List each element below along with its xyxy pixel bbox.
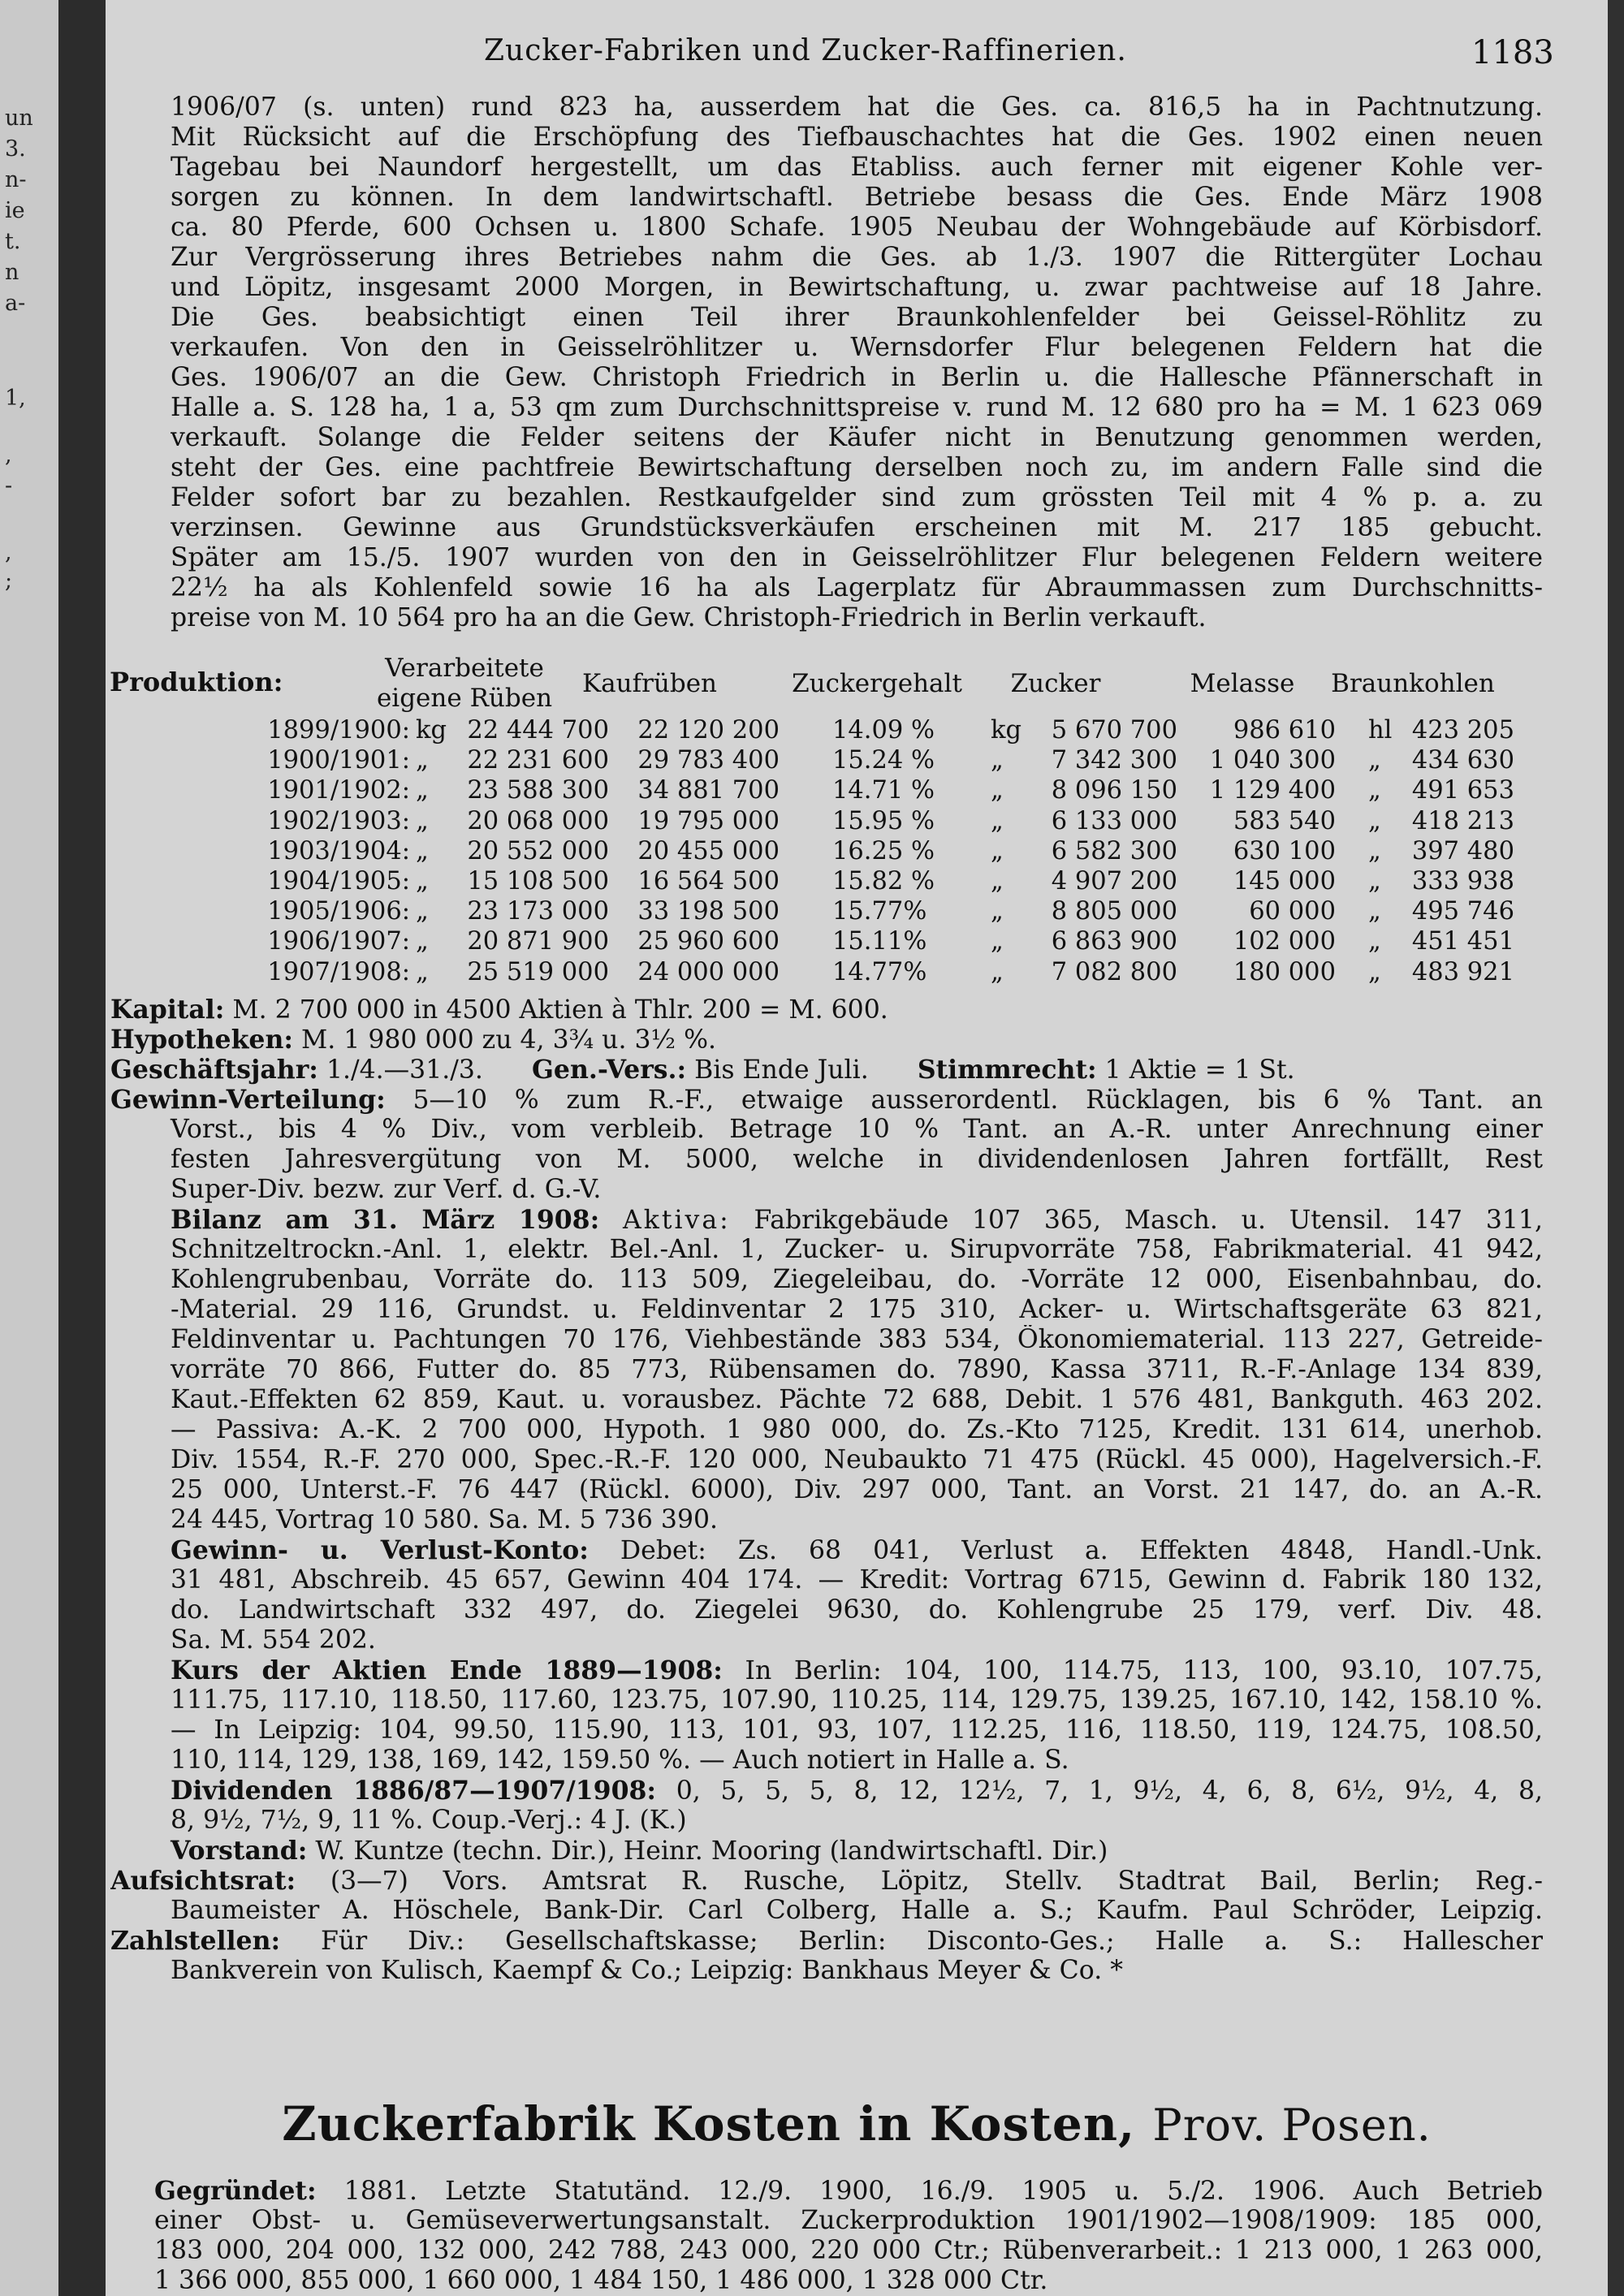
text-line: verkauft. Solange die Felder seitens der Käufer nicht in Benutzung genommen werden, [171, 423, 1543, 452]
own-beets-cell: 20 871 900 [467, 927, 609, 956]
own-beets-cell: 22 231 600 [467, 746, 609, 775]
entry-title-location: Prov. Posen. [1152, 2100, 1432, 2151]
unit-cell: „ [1368, 897, 1381, 926]
kurs-label: Kurs der Aktien Ende 1889—1908: [171, 1655, 723, 1685]
vorstand-text: W. Kuntze (techn. Dir.), Heinr. Mooring (landwirtschaftl. Dir.) [315, 1836, 1108, 1866]
dividenden-line [110, 1776, 1543, 1806]
coal-cell: 483 921 [1411, 957, 1514, 986]
bought-beets-cell: 19 795 000 [637, 806, 780, 835]
sugar-cell: 4 907 200 [1051, 867, 1177, 896]
gv-label: Gewinn-Verteilung: [110, 1085, 386, 1115]
kapital-label: Kapital: [110, 995, 225, 1025]
molasses-cell: 986 610 [1233, 716, 1336, 744]
fragment-text: ie [5, 198, 25, 223]
book-spine-shadow [58, 0, 106, 2296]
unit-cell: „ [1368, 746, 1381, 775]
text-line: — In Leipzig: 104, 99.50, 115.90, 113, 101, 93, 107, 112.25, 116, 118.50, 119, 124.75, 108.50, [171, 1716, 1543, 1745]
unit-cell: „ [1368, 776, 1381, 805]
unit-cell: „ [1368, 957, 1381, 986]
molasses-cell: 145 000 [1233, 867, 1336, 896]
zahlstellen-label: Zahlstellen: [110, 1926, 281, 1956]
text-line: Feldinventar u. Pachtungen 70 176, Viehbestände 383 534, Ökonomiematerial. 113 227, Getreide- [171, 1325, 1543, 1354]
sugar-content-cell: 15.82 % [832, 867, 935, 896]
bought-beets-cell: 25 960 600 [637, 927, 780, 956]
col-header-sugar: Zucker [1010, 669, 1101, 698]
unit-cell: „ [991, 746, 1004, 775]
gewinn-verteilung-line [110, 1085, 1543, 1115]
year-cell: 1902/1903: [267, 806, 410, 835]
text-line: 24 445, Vortrag 10 580. Sa. M. 5 736 390. [171, 1505, 719, 1534]
unit-cell: „ [991, 776, 1004, 805]
guv-text: Debet: Zs. 68 041, Verlust a. Effekten 4848, Handl.-Unk. [620, 1536, 1543, 1565]
fragment-text: ; [5, 568, 13, 593]
text-line: Kaut.-Effekten 62 859, Kaut. u. vorausbez. Pächte 72 688, Debit. 1 576 481, Bankguth. 463 202. [171, 1385, 1543, 1414]
sugar-cell: 5 670 700 [1051, 716, 1177, 744]
text-line: festen Jahresvergütung von M. 5000, welche in dividendenlosen Jahren fortfällt, Rest [171, 1145, 1543, 1174]
guv-line [110, 1535, 1543, 1565]
text-line: und Löpitz, insgesamt 2000 Morgen, in Bewirtschaftung, u. zwar pachtweise auf 18 Jahre. [171, 273, 1543, 302]
text-line: 22½ ha als Kohlenfeld sowie 16 ha als Lagerplatz für Abraummassen zum Durchschnitts- [171, 573, 1543, 602]
year-cell: 1903/1904: [267, 836, 410, 865]
col-header-content: Zuckergehalt [792, 669, 962, 698]
unit-cell: „ [991, 867, 1004, 896]
next-entry-text [154, 2176, 1543, 2296]
text-line: Baumeister A. Höschele, Bank-Dir. Carl Colberg, Halle a. S.; Kaufm. Paul Schröder, Leipzig. [171, 1896, 1543, 1925]
text-line: Felder sofort bar zu bezahlen. Restkaufgelder sind zum grössten Teil mit 4 % p. a. zu [171, 483, 1543, 512]
text-line: — Passiva: A.-K. 2 700 000, Hypoth. 1 980 000, do. Zs.-Kto 7125, Kredit. 131 614, unerhob. [171, 1415, 1543, 1444]
page-number: 1183 [1471, 34, 1554, 71]
text-line: Schnitzeltrockn.-Anl. 1, elektr. Bel.-Anl. 1, Zucker- u. Sirupvorräte 758, Fabrikmaterial. 41 942, [171, 1235, 1543, 1264]
gegruendet-label: Gegründet: [154, 2176, 317, 2206]
sugar-cell: 6 133 000 [1051, 806, 1177, 835]
unit-cell: „ [1368, 867, 1381, 896]
kurs-text: In Berlin: 104, 100, 114.75, 113, 100, 93.10, 107.75, [745, 1656, 1543, 1685]
text-line: Die Ges. beabsichtigt einen Teil ihrer Braunkohlenfelder bei Geissel-Röhlitz zu [171, 303, 1543, 332]
page-edge-shadow [1608, 0, 1624, 2296]
gj-label: Geschäftsjahr: [110, 1055, 318, 1085]
sugar-cell: 7 082 800 [1051, 957, 1177, 986]
sugar-cell: 6 863 900 [1051, 927, 1177, 956]
text-line: ca. 80 Pferde, 600 Ochsen u. 1800 Schafe. 1905 Neubau der Wohngebäude auf Körbisdorf. [171, 213, 1543, 242]
running-title: Zucker-Fabriken und Zucker-Raffinerien. [484, 34, 1127, 67]
hypotheken-text: M. 1 980 000 zu 4, 3¾ u. 3½ %. [301, 1025, 717, 1055]
sugar-content-cell: 14.77% [832, 957, 927, 986]
text-line: Vorst., bis 4 % Div., vom verbleib. Betrage 10 % Tant. an A.-R. unter Anrechnung einer [171, 1115, 1543, 1144]
bought-beets-cell: 24 000 000 [637, 957, 780, 986]
text-line: verkaufen. Von den in Geisselröhlitzer u. Wernsdorfer Flur belegenen Feldern hat die [171, 333, 1543, 362]
document-page [106, 0, 1608, 2296]
text-line: 111.75, 117.10, 118.50, 117.60, 123.75, 107.90, 110.25, 114, 129.75, 139.25, 167.10, 142, 158.10 %. [171, 1685, 1543, 1715]
kurs-line [110, 1655, 1543, 1685]
coal-cell: 451 451 [1411, 927, 1514, 956]
molasses-cell: 180 000 [1233, 957, 1336, 986]
coal-cell: 333 938 [1411, 867, 1514, 896]
sugar-content-cell: 14.71 % [832, 776, 935, 805]
fragment-text: n [5, 260, 19, 285]
year-cell: 1901/1902: [267, 776, 410, 805]
gegruendet-text: 1881. Letzte Statutänd. 12./9. 1900, 16./9. 1905 u. 5./2. 1906. Auch Betrieb [343, 2177, 1543, 2206]
stimmrecht-label: Stimmrecht: [917, 1055, 1097, 1085]
sugar-content-cell: 15.24 % [832, 746, 935, 775]
sugar-cell: 8 096 150 [1051, 776, 1177, 805]
bilanz-line [110, 1205, 1543, 1235]
bilanz-label: Bilanz am 31. März 1908: [171, 1205, 600, 1235]
text-line: 183 000, 204 000, 132 000, 242 788, 243 000, 220 000 Ctr.; Rübenverarbeit.: 1 213 000, 1 263 000, [154, 2236, 1543, 2265]
sugar-content-cell: 15.11% [832, 927, 927, 956]
coal-cell: 397 480 [1411, 836, 1514, 865]
text-line: vorräte 70 866, Futter do. 85 773, Rübensamen do. 7890, Kassa 3711, R.-F.-Anlage 134 839, [171, 1355, 1543, 1384]
text-line: Tagebau bei Naundorf hergestellt, um das Etabliss. auch ferner mit eigener Kohle ver- [171, 153, 1543, 182]
year-cell: 1900/1901: [267, 746, 410, 775]
text-line: 1 366 000, 855 000, 1 660 000, 1 484 150, 1 486 000, 1 328 000 Ctr. [154, 2266, 1048, 2295]
guv-label: Gewinn- u. Verlust-Konto: [171, 1535, 589, 1565]
text-line: Super-Div. bezw. zur Verf. d. G.-V. [171, 1175, 602, 1204]
text-line: Sa. M. 554 202. [171, 1625, 376, 1655]
fragment-text: 1, [5, 386, 26, 411]
bought-beets-cell: 29 783 400 [637, 746, 780, 775]
vorstand-label: Vorstand: [171, 1836, 308, 1866]
aufsichtsrat-line [110, 1866, 1543, 1896]
fragment-text: un [5, 106, 33, 131]
hypotheken-line [110, 1025, 1543, 1055]
text-line: Div. 1554, R.-F. 270 000, Spec.-R.-F. 120 000, Neubaukto 71 475 (Rückl. 45 000), Hagelversich.-F. [171, 1445, 1543, 1474]
own-beets-cell: 23 588 300 [467, 776, 609, 805]
unit-cell: „ [416, 746, 429, 775]
unit-cell: „ [1368, 806, 1381, 835]
text-line: sorgen zu können. In dem landwirtschaftl. Betriebe besass die Ges. Ende März 1908 [171, 183, 1543, 212]
unit-cell: kg [416, 716, 447, 744]
unit-cell: „ [1368, 836, 1381, 865]
sugar-content-cell: 15.77% [832, 897, 927, 926]
unit-cell: „ [991, 897, 1004, 926]
text-line: do. Landwirtschaft 332 497, do. Ziegelei 9630, do. Kohlengrube 25 179, verf. Div. 48. [171, 1595, 1543, 1625]
coal-cell: 491 653 [1411, 776, 1514, 805]
adjacent-page-fragment [0, 0, 58, 2296]
own-beets-cell: 20 068 000 [467, 806, 609, 835]
sugar-content-cell: 14.09 % [832, 716, 935, 744]
text-line: einer Obst- u. Gemüseverwertungsanstalt. Zuckerproduktion 1901/1902—1908/1909: 185 000, [154, 2206, 1543, 2235]
unit-cell: „ [416, 776, 429, 805]
entry-title [106, 2096, 1608, 2151]
col-header-own-1: Verarbeitete [385, 654, 544, 683]
year-cell: 1907/1908: [267, 957, 410, 986]
gegruendet-line [154, 2176, 1543, 2206]
text-line: 110, 114, 129, 138, 169, 142, 159.50 %. — Auch notiert in Halle a. S. [171, 1746, 1069, 1775]
sugar-cell: 6 582 300 [1051, 836, 1177, 865]
aktiva-label: Aktiva: [622, 1206, 731, 1235]
unit-cell: „ [416, 836, 429, 865]
bought-beets-cell: 20 455 000 [637, 836, 780, 865]
fragment-text: a- [5, 291, 26, 316]
molasses-cell: 60 000 [1249, 897, 1336, 926]
bought-beets-cell: 33 198 500 [637, 897, 780, 926]
unit-cell: „ [416, 867, 429, 896]
aufsichtsrat-text: (3—7) Vors. Amtsrat R. Rusche, Löpitz, Stellv. Stadtrat Bail, Berlin; Reg.- [330, 1867, 1543, 1896]
bilanz-text: Fabrikgebäude 107 365, Masch. u. Utensil. 147 311, [754, 1206, 1543, 1235]
coal-cell: 434 630 [1411, 746, 1514, 775]
year-cell: 1905/1906: [267, 897, 410, 926]
text-line: steht der Ges. eine pachtfreie Bewirtschaftung derselben noch zu, im andern Falle sind die [171, 453, 1543, 482]
unit-cell: „ [416, 806, 429, 835]
text-line: 25 000, Unterst.-F. 76 447 (Rückl. 6000), Div. 297 000, Tant. an Vorst. 21 147, do. an A.-R. [171, 1475, 1543, 1504]
unit-cell: „ [1368, 927, 1381, 956]
genvers-text: Bis Ende Juli. [694, 1055, 869, 1085]
molasses-cell: 1 040 300 [1209, 746, 1336, 775]
sugar-content-cell: 15.95 % [832, 806, 935, 835]
dividenden-label: Dividenden 1886/87—1907/1908: [171, 1776, 657, 1806]
unit-cell: „ [991, 836, 1004, 865]
text-line: verzinsen. Gewinne aus Grundstücksverkäufen erscheinen mit M. 217 185 gebucht. [171, 513, 1543, 542]
zahlstellen-text: Für Div.: Gesellschaftskasse; Berlin: Disconto-Ges.; Halle a. S.: Hallescher [321, 1927, 1543, 1956]
entry-title-name: Zuckerfabrik Kosten in Kosten, [282, 2096, 1136, 2151]
own-beets-cell: 25 519 000 [467, 957, 609, 986]
molasses-cell: 102 000 [1233, 927, 1336, 956]
own-beets-cell: 23 173 000 [467, 897, 609, 926]
unit-cell: „ [416, 927, 429, 956]
unit-cell: „ [991, 957, 1004, 986]
unit-cell: hl [1368, 716, 1393, 744]
text-line: 1906/07 (s. unten) rund 823 ha, ausserdem hat die Ges. ca. 816,5 ha in Pachtnutzung. [171, 93, 1543, 122]
own-beets-cell: 20 552 000 [467, 836, 609, 865]
text-line: Später am 15./5. 1907 wurden von den in Geisselröhlitzer Flur belegenen Feldern weitere [171, 543, 1543, 572]
bought-beets-cell: 34 881 700 [637, 776, 780, 805]
col-header-own-2: eigene Rüben [376, 684, 553, 713]
text-line: -Material. 29 116, Grundst. u. Feldinventar 2 175 310, Acker- u. Wirtschaftsgeräte 63 821, [171, 1295, 1543, 1324]
text-line: Mit Rücksicht auf die Erschöpfung des Tiefbauschachtes hat die Ges. 1902 einen neuen [171, 123, 1543, 152]
fragment-text: n- [5, 167, 27, 192]
coal-cell: 418 213 [1411, 806, 1514, 835]
year-cell: 1906/1907: [267, 927, 410, 956]
dividenden-text: 0, 5, 5, 5, 8, 12, 12½, 7, 1, 9½, 4, 6, 8, 6½, 9½, 4, 8, [676, 1776, 1543, 1806]
fragment-text: 3. [5, 136, 26, 162]
gv-text: 5—10 % zum R.-F., etwaige ausserordentl. Rücklagen, bis 6 % Tant. an [412, 1085, 1543, 1115]
text-line: Kohlengrubenbau, Vorräte do. 113 509, Ziegeleibau, do. -Vorräte 12 000, Eisenbahnbau, do. [171, 1265, 1543, 1294]
text-line: Zur Vergrösserung ihres Betriebes nahm die Ges. ab 1./3. 1907 die Rittergüter Lochau [171, 243, 1543, 272]
coal-cell: 423 205 [1411, 716, 1514, 744]
company-details [110, 995, 1543, 1986]
sugar-cell: 8 805 000 [1051, 897, 1177, 926]
zahlstellen-line [110, 1926, 1543, 1956]
text-line: 8, 9½, 7½, 9, 11 %. Coup.-Verj.: 4 J. (K.) [171, 1806, 687, 1835]
production-label: Produktion: [110, 667, 283, 697]
sugar-content-cell: 16.25 % [832, 836, 935, 865]
molasses-cell: 1 129 400 [1209, 776, 1336, 805]
unit-cell: kg [991, 716, 1022, 744]
text-line: Halle a. S. 128 ha, 1 a, 53 qm zum Durchschnittspreise v. rund M. 12 680 pro ha = M. 1 623 069 [171, 393, 1543, 422]
col-header-bought: Kaufrüben [581, 669, 718, 698]
fragment-text: , [5, 540, 12, 565]
year-cell: 1904/1905: [267, 867, 410, 896]
molasses-cell: 583 540 [1233, 806, 1336, 835]
molasses-cell: 630 100 [1233, 836, 1336, 865]
text-line: preise von M. 10 564 pro ha an die Gew. Christoph-Friedrich in Berlin verkauft. [171, 603, 1207, 632]
bought-beets-cell: 22 120 200 [637, 716, 780, 744]
kapital-text: M. 2 700 000 in 4500 Aktien à Thlr. 200 = M. 600. [232, 995, 888, 1025]
intro-paragraph [171, 93, 1543, 633]
year-cell: 1899/1900: [267, 716, 410, 744]
text-line: Ges. 1906/07 an die Gew. Christoph Friedrich in Berlin u. die Hallesche Pfännerschaft in [171, 363, 1543, 392]
gj-text: 1./4.—31./3. [326, 1055, 483, 1085]
own-beets-cell: 15 108 500 [467, 867, 609, 896]
fragment-text: t. [5, 229, 21, 254]
col-header-molasses: Melasse [1190, 669, 1295, 698]
fragment-text: , [5, 442, 12, 468]
fragment-text: - [5, 473, 13, 498]
genvers-label: Gen.-Vers.: [532, 1055, 687, 1085]
unit-cell: „ [416, 957, 429, 986]
coal-cell: 495 746 [1411, 897, 1514, 926]
geschaeftsjahr-line [110, 1055, 1543, 1085]
col-header-coal: Braunkohlen [1331, 669, 1495, 698]
sugar-cell: 7 342 300 [1051, 746, 1177, 775]
vorstand-line [110, 1836, 1543, 1866]
aufsichtsrat-label: Aufsichtsrat: [110, 1866, 296, 1896]
unit-cell: „ [991, 806, 1004, 835]
unit-cell: „ [416, 897, 429, 926]
hypotheken-label: Hypotheken: [110, 1025, 293, 1055]
own-beets-cell: 22 444 700 [467, 716, 609, 744]
unit-cell: „ [991, 927, 1004, 956]
text-line: Bankverein von Kulisch, Kaempf & Co.; Leipzig: Bankhaus Meyer & Co. * [171, 1956, 1123, 1985]
text-line: 31 481, Abschreib. 45 657, Gewinn 404 174. — Kredit: Vortrag 6715, Gewinn d. Fabrik 180 132, [171, 1565, 1543, 1595]
bought-beets-cell: 16 564 500 [637, 867, 780, 896]
kapital-line [110, 995, 1543, 1025]
stimmrecht-text: 1 Aktie = 1 St. [1104, 1055, 1295, 1085]
